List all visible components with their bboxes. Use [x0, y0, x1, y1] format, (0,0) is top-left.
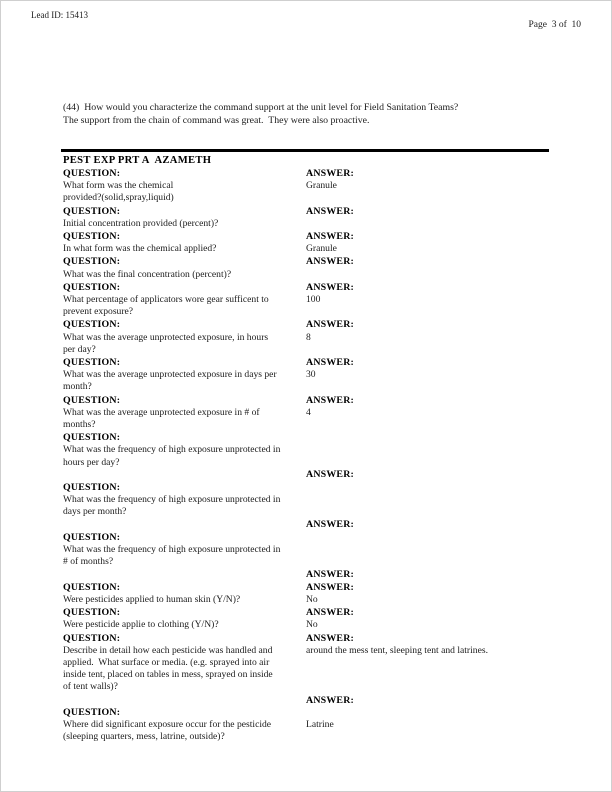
qa-row: [63, 395, 549, 432]
answer-text: No: [306, 619, 318, 631]
qa-row: [63, 168, 549, 205]
question-label: QUESTION:: [63, 581, 121, 593]
question-label: QUESTION:: [63, 231, 121, 243]
qa-line: [63, 395, 549, 407]
qa-line: [63, 607, 549, 619]
question-text: provided?(solid,spray,liquid): [63, 192, 174, 204]
qa-row: [63, 607, 549, 631]
question-text: What was the average unprotected exposure, in hours: [63, 331, 269, 343]
question-label: QUESTION:: [63, 632, 121, 644]
question-label: QUESTION:: [63, 357, 121, 369]
qa-line: [63, 432, 549, 444]
qa-line: [63, 381, 549, 393]
question-text: Describe in detail how each pesticide was handled and: [63, 644, 273, 656]
qa-line: [63, 369, 549, 381]
qa-line: [63, 506, 549, 518]
answer-label: ANSWER:: [306, 468, 355, 480]
question-label: QUESTION:: [63, 168, 121, 179]
question-label: QUESTION:: [63, 281, 121, 293]
question-label: QUESTION:: [63, 482, 121, 494]
question-text: What was the frequency of high exposure unprotected in: [63, 544, 281, 556]
qa-line: [63, 357, 549, 369]
qa-line: [63, 344, 549, 356]
question-text: months?: [63, 419, 96, 431]
question-text: Initial concentration provided (percent)?: [63, 217, 219, 229]
qa-line: [63, 444, 549, 456]
qa-line: [63, 582, 549, 594]
answer-text: No: [306, 593, 318, 605]
answer-label: ANSWER:: [306, 568, 355, 580]
question-text: days per month?: [63, 506, 127, 518]
qa-line: [63, 256, 549, 268]
question-text: Were pesticide applie to clothing (Y/N)?: [63, 619, 219, 631]
qa-row: [63, 206, 549, 230]
answer-text: 100: [306, 294, 321, 306]
qa-line: [63, 645, 549, 657]
qa-line: [63, 494, 549, 506]
question-text: What was the frequency of high exposure unprotected in: [63, 444, 281, 456]
question-text: applied. What surface or media. (e.g. sprayed into air: [63, 656, 270, 668]
question-text: In what form was the chemical applied?: [63, 243, 217, 255]
question-text: What was the average unprotected exposure in # of: [63, 406, 260, 418]
question-text: hours per day?: [63, 456, 120, 468]
question-label: QUESTION:: [63, 706, 121, 718]
page-number: Page 3 of 10: [528, 20, 581, 30]
qa-list: [63, 168, 549, 743]
qa-line: [63, 419, 549, 431]
qa-line: [63, 633, 549, 645]
qa-row: [63, 231, 549, 255]
answer-label: ANSWER:: [306, 607, 355, 619]
answer-text: around the mess tent, sleeping tent and latrines.: [306, 644, 488, 656]
question-text: # of months?: [63, 556, 114, 568]
answer-text: 4: [306, 406, 311, 418]
question-label: QUESTION:: [63, 432, 121, 444]
qa-line: [63, 192, 549, 204]
qa-line: [63, 218, 549, 230]
qa-line: [63, 319, 549, 331]
qa-row: [63, 482, 549, 531]
answer-label: ANSWER:: [306, 632, 355, 644]
question-text: of tent walls)?: [63, 681, 118, 693]
lead-id: Lead ID: 15413: [31, 10, 88, 20]
question-text: inside tent, placed on tables in mess, sprayed on inside: [63, 669, 273, 681]
qa-row: [63, 432, 549, 481]
qa-row: [63, 532, 549, 581]
answer-label: ANSWER:: [306, 518, 355, 530]
answer-label: ANSWER:: [306, 256, 355, 268]
intro-paragraph: [63, 102, 551, 127]
qa-line: [63, 243, 549, 255]
qa-line: [63, 669, 549, 681]
qa-line: [63, 681, 549, 693]
question-text: Were pesticides applied to human skin (Y/N)?: [63, 593, 241, 605]
qa-line: [63, 469, 549, 481]
answer-text: 30: [306, 369, 316, 381]
answer-text: Granule: [306, 243, 337, 255]
qa-line: [63, 707, 549, 719]
pest-exposure-section: [61, 149, 549, 744]
answer-label: ANSWER:: [306, 394, 355, 406]
question-text: Where did significant exposure occur for the pesticide: [63, 718, 272, 730]
question-label: QUESTION:: [63, 531, 121, 543]
qa-line: [63, 544, 549, 556]
qa-line: [63, 168, 549, 180]
question-label: QUESTION:: [63, 319, 121, 331]
qa-line: [63, 294, 549, 306]
question-label: QUESTION:: [63, 256, 121, 268]
answer-label: ANSWER:: [306, 231, 355, 243]
qa-row: [63, 357, 549, 394]
qa-row: [63, 695, 549, 744]
qa-line: [63, 556, 549, 568]
qa-line: [63, 282, 549, 294]
question-text: What percentage of applicators wore gear sufficent to: [63, 294, 269, 306]
answer-label: ANSWER:: [306, 319, 355, 331]
qa-line: [63, 180, 549, 192]
qa-line: [63, 532, 549, 544]
intro-question-line: (44) How would you characterize the command support at the unit level for Field Sanitation Teams?: [63, 102, 459, 113]
qa-line: [63, 206, 549, 218]
answer-label: ANSWER:: [306, 281, 355, 293]
qa-line: [63, 457, 549, 469]
qa-line: [63, 731, 549, 743]
qa-line: [63, 407, 549, 419]
qa-row: [63, 582, 549, 606]
qa-row: [63, 319, 549, 356]
qa-row: [63, 633, 549, 694]
qa-line: [63, 594, 549, 606]
qa-line: [63, 569, 549, 581]
question-text: prevent exposure?: [63, 306, 134, 318]
qa-line: [63, 695, 549, 707]
question-text: What was the average unprotected exposure in days per: [63, 369, 277, 381]
question-label: QUESTION:: [63, 607, 121, 619]
question-label: QUESTION:: [63, 205, 121, 217]
qa-line: [63, 482, 549, 494]
qa-row: [63, 282, 549, 319]
answer-text: Granule: [306, 180, 337, 192]
qa-row: [63, 256, 549, 280]
qa-line: [63, 719, 549, 731]
answer-label: ANSWER:: [306, 168, 355, 179]
qa-line: [63, 306, 549, 318]
question-text: What was the frequency of high exposure unprotected in: [63, 494, 281, 506]
question-text: (sleeping quarters, mess, latrine, outside)?: [63, 731, 225, 743]
section-divider-rule: [61, 149, 549, 152]
question-text: per day?: [63, 343, 96, 355]
answer-label: ANSWER:: [306, 694, 355, 706]
answer-label: ANSWER:: [306, 581, 355, 593]
qa-line: [63, 231, 549, 243]
qa-line: [63, 519, 549, 531]
answer-label: ANSWER:: [306, 357, 355, 369]
question-text: What form was the chemical: [63, 180, 174, 192]
question-text: month?: [63, 381, 92, 393]
question-text: What was the final concentration (percent)?: [63, 268, 232, 280]
answer-label: ANSWER:: [306, 205, 355, 217]
section-title: PEST EXP PRT A AZAMETH: [63, 155, 212, 166]
answer-text: Latrine: [306, 718, 334, 730]
qa-line: [63, 657, 549, 669]
intro-answer-line: The support from the chain of command was great. They were also proactive.: [63, 114, 370, 126]
qa-line: [63, 269, 549, 281]
answer-text: 8: [306, 331, 311, 343]
question-label: QUESTION:: [63, 394, 121, 406]
qa-line: [63, 619, 549, 631]
qa-line: [63, 332, 549, 344]
